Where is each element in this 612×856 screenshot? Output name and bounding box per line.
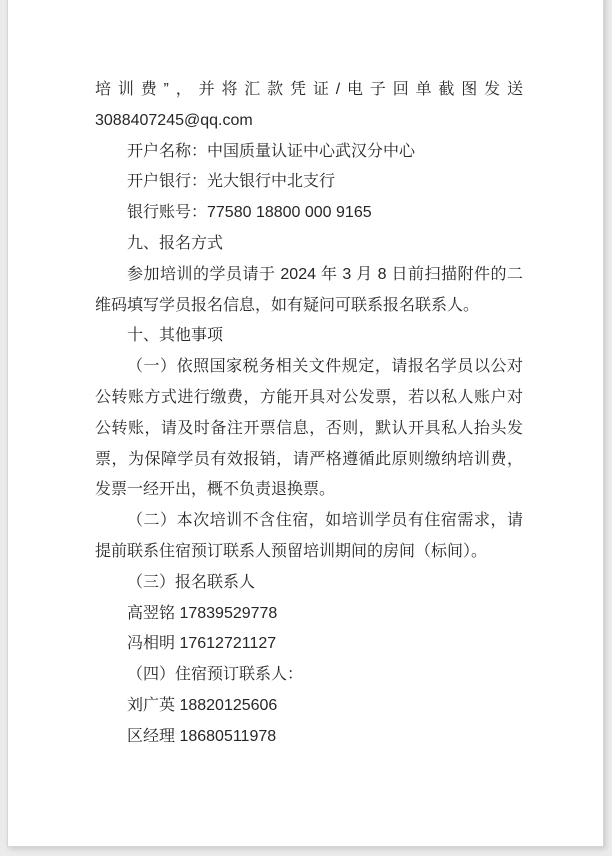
text-line: 高翌铭 17839529778 [127,604,278,622]
text-line: 十、其他事项 [127,327,224,345]
document-page [7,0,604,847]
text-line: 维码填写学员报名信息，如有疑问可联系报名联系人。 [95,296,480,314]
text-line: 公转账方式进行缴费，方能开具对公发票，若以私人账户对 [95,388,523,406]
text-line: 区经理 18680511978 [127,727,277,745]
text-line: 提前联系住宿预订联系人预留培训期间的房间（标间）。 [95,542,488,560]
text-line: 票，为保障学员有效报销，请严格遵循此原则缴纳培训费， [95,450,523,468]
text-line: 公转账，请及时备注开票信息，否则，默认开具私人抬头发 [95,419,523,437]
text-line: （二）本次培训不含住宿，如培训学员有住宿需求，请 [127,512,523,530]
page-content [8,0,605,753]
text-line: （一）依照国家税务相关文件规定，请报名学员以公对 [127,358,523,376]
text-line: 3088407245@qq.com [95,111,253,129]
text-line: 开户银行：光大银行中北支行 [127,173,336,191]
text-line: （三）报名联系人 [127,573,256,591]
text-line: 参加培训的学员请于 2024 年 3 月 8 日前扫描附件的二 [127,265,523,283]
text-line: 刘广英 18820125606 [127,696,278,714]
text-line: 开户名称：中国质量认证中心武汉分中心 [127,142,416,160]
text-line: 九、报名方式 [127,234,224,252]
text-line: 银行账号：77580 18800 000 9165 [127,204,372,222]
text-line: （四）住宿预订联系人： [127,666,304,684]
text-line: 发票一经开出，概不负责退换票。 [95,481,336,499]
text-line: 培训费”，并将汇款凭证/电子回单截图发送 [95,81,523,98]
text-line: 冯相明 17612721127 [127,635,277,653]
